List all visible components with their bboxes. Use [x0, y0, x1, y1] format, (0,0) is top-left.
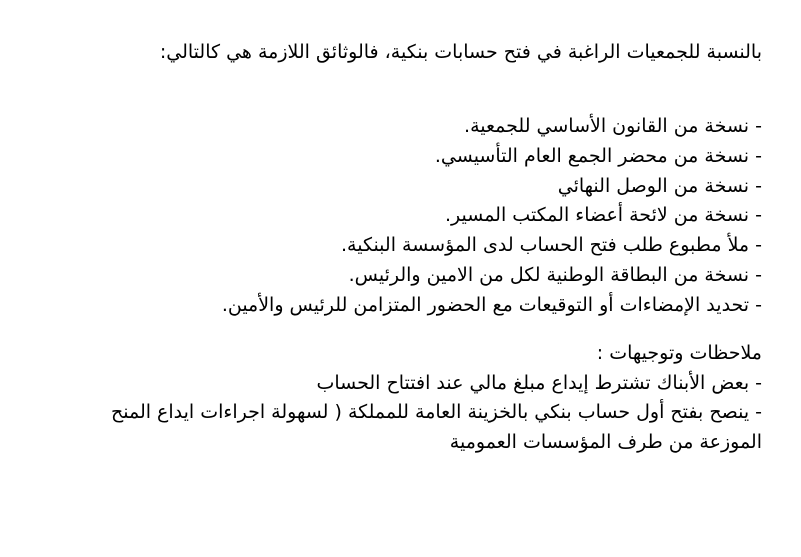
note-item-continuation: الموزعة من طرف المؤسسات العمومية: [449, 430, 762, 453]
list-item: - نسخة من لائحة أعضاء المكتب المسير.: [444, 204, 762, 227]
intro-paragraph: بالنسبة للجمعيات الراغبة في فتح حسابات بنكية، فالوثائق اللازمة هي كالتالي:: [159, 41, 762, 63]
note-item: - بعض الأبناك تشترط إيداع مبلغ مالي عند افتتاح الحساب: [316, 371, 762, 394]
list-item: - تحديد الإمضاءات أو التوقيعات مع الحضور المتزامن للرئيس والأمين.: [221, 293, 762, 316]
note-item: - ينصح بفتح أول حساب بنكي بالخزينة العامة للمملكة ( لسهولة اجراءات ايداع المنح: [110, 401, 762, 423]
list-item: - نسخة من القانون الأساسي للجمعية.: [464, 115, 762, 137]
required-documents-list: [222, 112, 762, 321]
list-item: - نسخة من الوصل النهائي: [557, 174, 762, 197]
notes-section: [111, 339, 762, 457]
list-item: - نسخة من البطاقة الوطنية لكل من الامين والرئيس.: [348, 263, 762, 286]
list-item: - نسخة من محضر الجمع العام التأسيسي.: [434, 144, 762, 167]
notes-heading: ملاحظات وتوجيهات :: [596, 342, 762, 364]
list-item: - ملأ مطبوع طلب فتح الحساب لدى المؤسسة البنكية.: [341, 234, 762, 257]
